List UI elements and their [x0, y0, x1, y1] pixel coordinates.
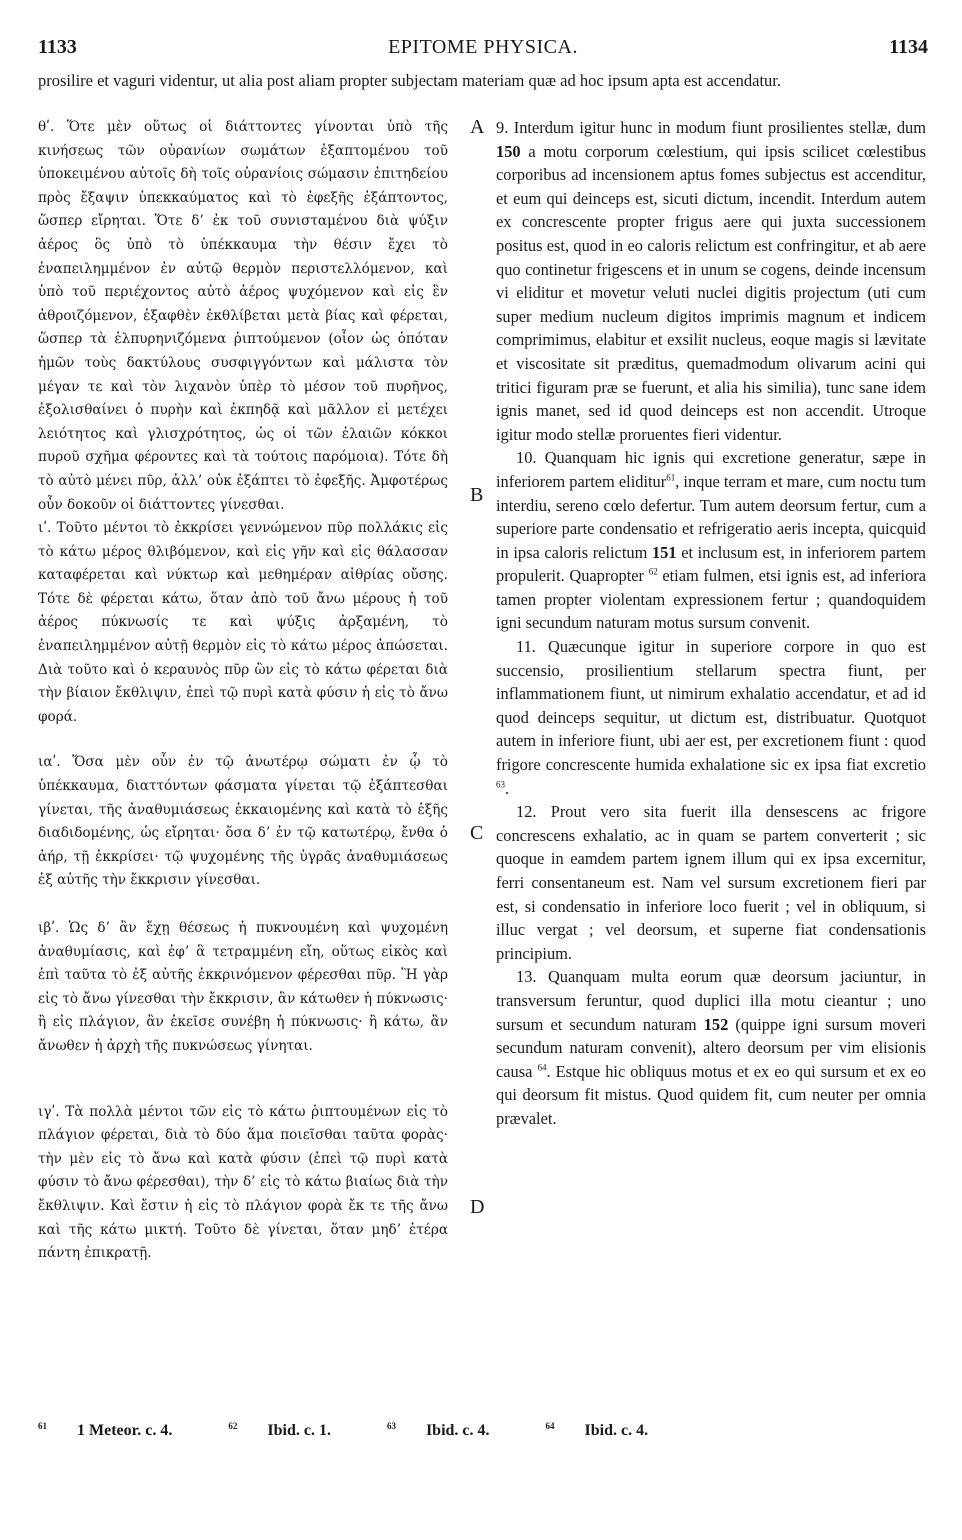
footnote-ref-62: 62	[648, 566, 658, 577]
running-header	[38, 36, 928, 62]
footnote-ref-63: 63	[496, 779, 505, 790]
greek-section-11: ιαʹ. Ὅσα μὲν οὖν ἐν τῷ ἀνωτέρῳ σώματι ἐν ᾧ τὸ ὑπέκκαυμα, διαττόντων φάσματα γίνεται τῷ ἐξάπτεσθαι γίνεται, τῆς ἀναθυμιάσεως ἐκκαιομένης καὶ κατὰ τὸ ἑξῆς διαδιδομένης, ὡς εἴρηται· ὅσα δ’ ἐν τῷ κατωτέρῳ, ἔνθα ὁ ἀήρ, τῇ ἐκκρίσει· τῷ ψυχομένης τῆς ὑγρᾶς ἀναθυμιάσεως ἐξ αὐτῆς τὴν ἔκκρισιν γίνεσθαι.	[38, 754, 448, 889]
latin-column	[496, 116, 926, 1131]
latin-text: . Estque hic obliquus motus et ex eo qui sursum et ex eo qui deorsum fit mistus. Quod quidem fit, cum neuter per omnia prævalet.	[496, 1061, 926, 1128]
latin-text: etiam fulmen, etsi ignis est, ad inferiora tamen propter violentam expressionem fertur ; quandoquidem igni secundum naturam motus sursum convenit.	[496, 566, 926, 633]
margin-letter-d: D	[470, 1196, 485, 1218]
latin-section-9	[496, 116, 926, 446]
footnote-text: 1 Meteor. c. 4.	[77, 1422, 173, 1439]
greek-section-12: ιβʹ. Ὡς δ’ ἂν ἔχῃ θέσεως ἡ πυκνουμένη καὶ ψυχομένη ἀναθυμίασις, καὶ ἐφ’ ἃ τετραμμένη εἴη, οὕτως εἰκὸς καὶ ἐπὶ ταῦτα τὸ ἐξ αὐτῆς ἐκκρινόμενον φέρεσθαι πῦρ. Ἢ γὰρ εἰς τὸ ἄνω γίνεσθαι τὴν ἔκκρισιν, ἂν κάτωθεν ἡ πύκνωσις· ἢ εἰς πλάγιον, ἂν ἐκεῖσε συνέβη ἡ πύκνωσις· ἢ κάτω, ἂν ἄνωθεν ἡ ἀρχὴ τῆς πυκνώσεως γίνηται.	[38, 920, 448, 1054]
footnote-number: 61	[38, 1420, 47, 1431]
footnotes	[38, 1422, 918, 1440]
margin-letter-c: C	[470, 822, 484, 844]
latin-section-13	[496, 965, 926, 1130]
latin-section-12: 12. Prout vero sita fuerit illa densescens ac frigore concrescens exhalatio, ac in quam se partem converterit ; sic quoque in eamdem partem ignem illum qui ex ipsa excernitur, ferri consentaneum est. Nam vel sursum excretionem fieri par est, si condensatio in inferiore loco fuerit ; vel in obliquum, si illuc vergat ; vel deorsum, et superne fiat condensationis principium.	[496, 802, 926, 963]
footnote	[228, 1422, 357, 1439]
latin-text: 10. Quanquam hic ignis qui excretione generatur, sæpe in inferiorem partem eliditur	[496, 448, 926, 491]
footnote-text: Ibid. c. 4.	[584, 1422, 649, 1439]
footnote	[38, 1422, 198, 1439]
footnote-ref-61: 61	[666, 472, 676, 483]
column-number-151: 151	[651, 542, 677, 562]
footnote-number: 63	[386, 1420, 396, 1431]
page-number-right: 1134	[889, 36, 928, 58]
latin-text: 9. Interdum igitur hunc in modum fiunt prosilientes stellæ, dum	[496, 118, 926, 137]
latin-text: a motu corporum cœlestium, qui ipsis scilicet cœlestibus corporibus ad incensionem aptus fomes subjectus est accenditur, et eum qui deinceps est, sicuti dictum, incendit. Interdum autem ex concrescente propter frigus aere qui juxta successionem positus est, quod in eo caloris relictum est confringitur, et ab aere quo continetur frigescens et in unum se cogens, deinde incensum vi eliditur et movetur veluti nuclei digitis projectum (uti cum super medium nucleum digitos imprimis magnum et indicem comprimimus, elabitur et exsilit nucleus, eoque magis si lævitate et viscositate sit præditus, quemadmodum olivarum acini qui tritici figuram præ se fuerunt, et alia his similia), tunc sane idem ignis manet, sed id quod deinceps est non accendit. Utroque igitur modo stellæ proruentes fieri videntur.	[496, 141, 926, 444]
latin-text: (quippe igni sursum moveri secundum naturam convenit), altero deorsum per vim elisionis causa	[496, 1014, 926, 1081]
greek-section-10: ιʹ. Τοῦτο μέντοι τὸ ἐκκρίσει γεννώμενον πῦρ πολλάκις εἰς τὸ κάτω μέρος θλιβόμενον, καὶ εἰς γῆν καὶ εἰς θάλασσαν καταφέρεται καὶ νύκτωρ καὶ μεθημέραν αἰθρίας οὔσης. Τότε δὲ φέρεται κάτω, ὅταν ἀπὸ τοῦ ἄνω μέρους ἡ τοῦ ἀέρος πύκνωσίς τε καὶ ψύξις ἀρξαμένη, τὸ ἐναπειλημμένον αὐτῇ θερμὸν εἰς τὸ κάτω μέρος ἀπώσεται. Διὰ τοῦτο καὶ ὁ κεραυνὸς πῦρ ὢν εἰς τὸ κάτω φέρεται διὰ τὴν βίαιον ἔκθλιψιν, ἐπεὶ τῷ πυρὶ κατὰ φύσιν ἡ εἰς τὸ ἄνω φορά.	[38, 520, 448, 725]
footnote	[546, 1422, 675, 1439]
running-title: EPITOME PHYSICA.	[388, 36, 578, 58]
margin-letter-b: B	[470, 484, 484, 506]
latin-text: 13. Quanquam multa eorum quæ deorsum jaciuntur, in transversum feruntur, quod duplici illa motu cieantur ; uno sursum et secundum naturam	[496, 967, 926, 1034]
latin-text: , inque terram et mare, cum noctu tum interdiu, sereno cœlo defertur. Tum autem deorsum fertur, cum a superiore parte condensatio et refrigeratio aeris incepta, quicquid in ipsa caloris relictum	[496, 471, 927, 562]
latin-text: et inclusum est, in inferiorem partem propulerit. Quapropter	[496, 542, 927, 586]
column-number-152: 152	[703, 1014, 729, 1034]
greek-section-13: ιγʹ. Τὰ πολλὰ μέντοι τῶν εἰς τὸ κάτω ῥιπτουμένων εἰς τὸ πλάγιον φέρεται, διὰ τὸ δύο ἅμα ποιεῖσθαι ταῦτα φορὰς· τὴν μὲν εἰς τὸ ἄνω καὶ κατὰ φύσιν (ἐπεὶ τῷ πυρὶ κατὰ φύσιν τὸ ἄνω φέρεσθαι), τὴν δ’ εἰς τὸ κάτω βιαίως διὰ τὴν ἔκθλιψιν. Καὶ ἔστιν ἡ εἰς τὸ πλάγιον φορὰ ἔκ τε τῆς ἄνω καὶ τῆς κάτω μικτή. Τοῦτο δὲ γίνεται, ὅταν μηδ’ ἑτέρα πάντη ἐπικρατῇ.	[38, 1103, 448, 1262]
footnote	[387, 1422, 516, 1439]
greek-section-9: θʹ. Ὅτε μὲν οὕτως οἱ διάττοντες γίνονται ὑπὸ τῆς κινήσεως τῶν οὐρανίων σωμάτων ἐξαπτομένου τοῦ ὑποκειμένου αὐτοῖς δὴ τοῖς οὐρανίοις σώμασιν ἐπιτηδείου πρὸς ἔξαψιν ὑπεκκαύματος καὶ τὸ ἐφεξῆς ἐξάπτοντος, ὥσπερ εἴρηται. Ὅτε δ’ ἐκ τοῦ συνισταμένου διὰ ψύξιν ἀέρος ὃς ὑπὸ τὸ ὑπέκκαυμα τὴν θέσιν ἔχει τὸ ἐναπειλημμένον ἐν αὐτῷ θερμὸν περιστελλόμενον, καὶ ὑπὸ τοῦ περιέχοντος αὐτὸ ἀέρος ψυχόμενον καὶ εἰς ἓν ἀθροιζόμενον, ἐξαφθὲν ἐκθλίβεται μετὰ βίας καὶ φέρεται, ὥσπερ τὰ ἐλπυρηνιζόμενα ῥιπτούμενον (οἷον ὡς ὁπόταν ἡμῶν τοὺς δακτύλους συσφιγγόντων καὶ μάλιστα τὸν μέγαν τε καὶ τὸν λιχανὸν ὑπὲρ τὸ μέσον τοῦ πυρῆνος, ἐξολισθαίνει ὁ πυρὴν καὶ ἐκπηδᾷ καὶ μᾶλλον εἰ μετέχει λειότητος καὶ γλισχρότητος, ὡς οἱ τῶν ἐλαιῶν κόκκοι πυροῦ σχῆμα φέροντες καὶ τὰ τούτοις παρόμοια). Τότε δὴ τὸ αὐτὸ μένει πῦρ, ἀλλ’ οὐκ ἐξάπτει τὸ ἐφεξῆς. Ἀμφοτέρως οὖν δοκοῦν οἱ διάττοντες γίνεσθαι.	[38, 119, 448, 513]
footnote-text: Ibid. c. 1.	[267, 1422, 331, 1439]
latin-text: 11. Quæcunque igitur in superiore corpore in quo est succensio, prosilientium stellarum spectra fiunt, per inflammationem fiunt, ut nimirum exhalatio accendatur, et ad id quod deinceps sequitur, ut dictum est, distribuatur. Quotquot autem in inferiore fiunt, ubi aer est, per excretionem fiunt : quod frigore concrescente humida exhalatione sic ex ipsa fiat excretio	[496, 637, 926, 775]
page-number-left: 1133	[38, 36, 77, 58]
latin-text: .	[505, 778, 510, 798]
column-number-150: 150	[496, 141, 521, 161]
margin-letter-a: A	[470, 116, 485, 138]
footnote-number: 62	[228, 1420, 238, 1431]
latin-section-10	[496, 446, 926, 635]
footnote-ref-64: 64	[537, 1062, 547, 1073]
intro-continuation: prosilire et vaguri videntur, ut alia post aliam propter subjectam materiam quæ ad hoc ipsum apta est accendatur.	[38, 71, 781, 90]
greek-column	[38, 116, 448, 1266]
latin-section-11	[496, 635, 926, 800]
footnote-number: 64	[545, 1420, 555, 1431]
footnote-text: Ibid. c. 4.	[425, 1422, 490, 1439]
